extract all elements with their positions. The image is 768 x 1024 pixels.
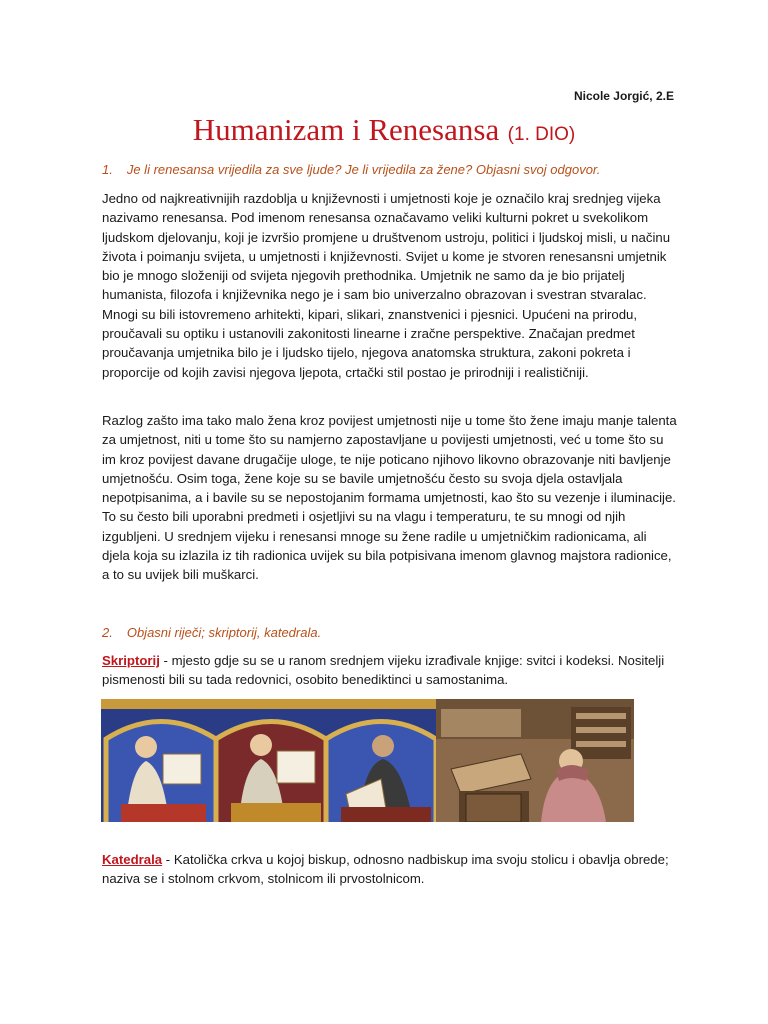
question-2 (102, 625, 321, 640)
question-1 (102, 162, 600, 177)
question-text: Objasni riječi; skriptorij, katedrala. (126, 625, 322, 640)
term-link-katedrala[interactable]: Katedrala (102, 852, 163, 867)
question-number: 1. (102, 162, 113, 177)
title-part: (1. DIO) (507, 124, 576, 145)
question-text: Je li renesansa vrijedila za sve ljude? Je li vrijedila za žene? Objasni svoj odgovor. (126, 162, 601, 177)
definition-text: - Katolička crkva u kojoj biskup, odnosno nadbiskup ima svoju stolicu i obavlja obrede; naziva se i stolnom crkvom, stolnicom ili prvostolnicom. (102, 852, 669, 887)
answer-paragraph: Razlog zašto ima tako malo žena kroz povijest umjetnosti nije u tome što žene imaju manje talenta za umjetnost, niti u tome što su namjerno zapostavljane u povijesti umjetnosti, već u tome što su im kroz povijest davane drugačije uloge, te nije poticano njihovo likovno obrazovanje niti bavljenje umjetnošću. Osim toga, žene koje su se bavile umjetnošću često su svoja djela ostavljala nepotpisanima, a i bavile su se nepostojanim formama umjetnosti, kao što su vezenje i iluminacije. To su često bili uporabni predmeti i osjetljivi su na vlagu i temperaturu, te su mnogi od njih izgubljeni. U srednjem vijeku i renesansi mnoge su žene radile u umjetničkim radionicama, ali djela koja su izlazila iz tih radionica uvijek su bila potpisivana imenom glavnog majstora radionice, a to su uvijek bili muškarci. (102, 413, 677, 583)
scriptorium-illumination-image (101, 699, 436, 822)
question-number: 2. (102, 625, 113, 640)
title-main: Humanizam i Renesansa (192, 112, 500, 147)
definition-skriptorij (102, 651, 678, 690)
term-link-skriptorij[interactable]: Skriptorij (102, 653, 160, 668)
definition-katedrala (102, 850, 678, 889)
author-line: Nicole Jorgić, 2.E (573, 89, 674, 103)
answer-paragraph: Jedno od najkreativnijih razdoblja u književnosti i umjetnosti koje je označilo kraj srednjeg vijeka nazivamo renesansa. Pod imenom renesansa označavamo veliki kulturni pokret u svekolikom ljudskom djelovanju, koji je izvršio promjene u društvenom ustroju, politici i ljudskoj misli, u načinu života i poimanju svijeta, u umjetnosti i književnosti. Svijet u kome je stvoren renesansni umjetnik bio je mnogo složeniji od svijeta njegovih prethodnika. Umjetnik ne samo da je bio prijatelj humanista, filozofa i književnika nego je i sam bio univerzalno obrazovan i svestran stvaralac. Mnogi su bili istovremeno arhitekti, kipari, slikari, znanstvenici i pjesnici. Upućeni na prirodu, proučavali su optiku i ustanovili zakonitosti linearne i zračne perspektive. Značajan predmet proučavanja umjetnika bilo je i ljudsko tijelo, njegova anatomska struktura, zakoni pokreta i proporcije od kojih zavisi njegova ljepota, crtački stil postao je prirodniji i realističniji. (102, 191, 671, 380)
definition-text: - mjesto gdje su se u ranom srednjem vijeku izrađivale knjige: svitci i kodeksi. Nositelji pismenosti bili su tada redovnici, osobito benediktinci u samostanima. (102, 653, 665, 688)
page-title (0, 112, 768, 148)
illustrations (101, 699, 634, 822)
monk-engraving-image (436, 699, 634, 822)
